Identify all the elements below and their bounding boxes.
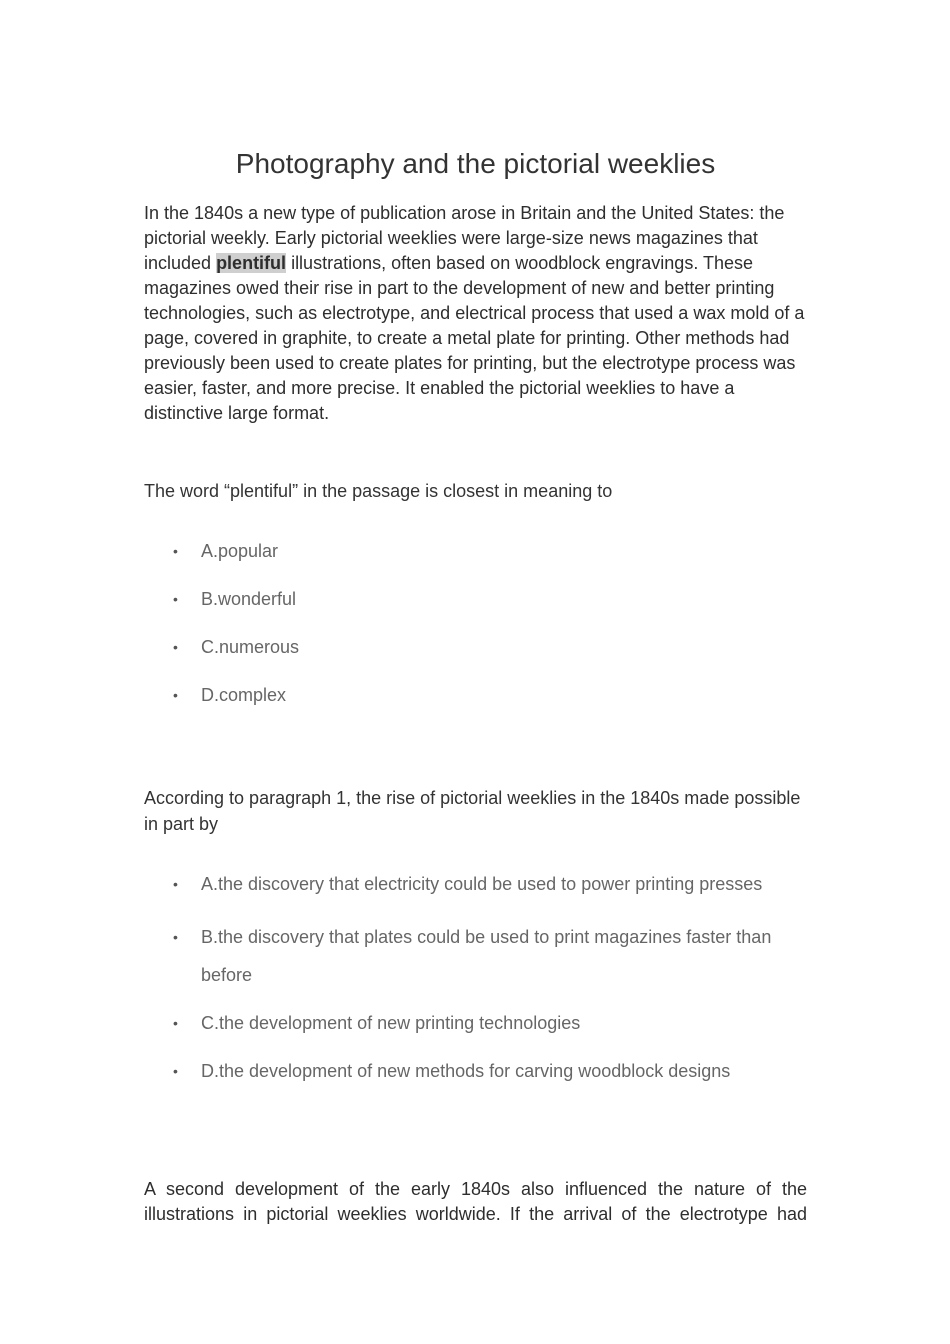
bullet-icon: • xyxy=(173,1063,178,1079)
question-2-options xyxy=(144,870,807,1100)
passage-paragraph-2: A second development of the early 1840s also influenced the nature of the illustrations in pictorial weeklies worldwide. If the arrival of the electrotype had xyxy=(144,1179,807,1224)
page-title: Photography and the pictorial weeklies xyxy=(235,148,716,179)
question-1-option-c[interactable] xyxy=(144,633,807,661)
question-2-option-b[interactable] xyxy=(144,918,807,994)
question-2-option-d[interactable] xyxy=(144,1052,807,1090)
bullet-icon: • xyxy=(173,1015,178,1031)
question-1-options xyxy=(144,537,807,729)
option-label: D.complex xyxy=(201,685,287,705)
option-label: A.the discovery that electricity could be used to power printing presses xyxy=(201,874,763,894)
option-label: C.the development of new printing technologies xyxy=(201,1013,581,1033)
passage-text-after: illustrations, often based on woodblock engravings. These magazines owed their rise in part to the development of new and better printing technologies, such as electrotype, and electrical process that used a wax mold of a page, covered in graphite, to create a metal plate for printing. Other methods had previously been used to create plates for printing, but the electrotype process was easier, faster, and more precise. It enabled the pictorial weeklies to have a distinctive large format. xyxy=(144,253,805,423)
passage-text-before: In the 1840s a new type of publication arose in Britain and the United States: the pictorial weekly. Early pictorial weeklies were large-size news magazines that included xyxy=(144,203,785,273)
passage-paragraph-1 xyxy=(144,201,807,426)
question-1-option-a[interactable] xyxy=(144,537,807,565)
question-2-option-c[interactable] xyxy=(144,1004,807,1042)
highlighted-word: plentiful xyxy=(216,253,287,273)
question-1-option-d[interactable] xyxy=(144,681,807,709)
bullet-icon: • xyxy=(173,687,178,703)
option-label: C.numerous xyxy=(201,637,300,657)
question-1-option-b[interactable] xyxy=(144,585,807,613)
bullet-icon: • xyxy=(173,876,178,892)
option-label: D.the development of new methods for carving woodblock designs xyxy=(201,1061,731,1081)
question-1-prompt: The word “plentiful” in the passage is closest in meaning to xyxy=(144,481,613,501)
bullet-icon: • xyxy=(173,543,178,559)
option-label: B.the discovery that plates could be used to print magazines faster than before xyxy=(201,927,772,985)
bullet-icon: • xyxy=(173,929,178,945)
bullet-icon: • xyxy=(173,591,178,607)
option-label: A.popular xyxy=(201,541,279,561)
question-2-prompt: According to paragraph 1, the rise of pictorial weeklies in the 1840s made possible in part by xyxy=(144,788,801,834)
question-2-option-a[interactable] xyxy=(144,870,807,898)
option-label: B.wonderful xyxy=(201,589,297,609)
bullet-icon: • xyxy=(173,639,178,655)
